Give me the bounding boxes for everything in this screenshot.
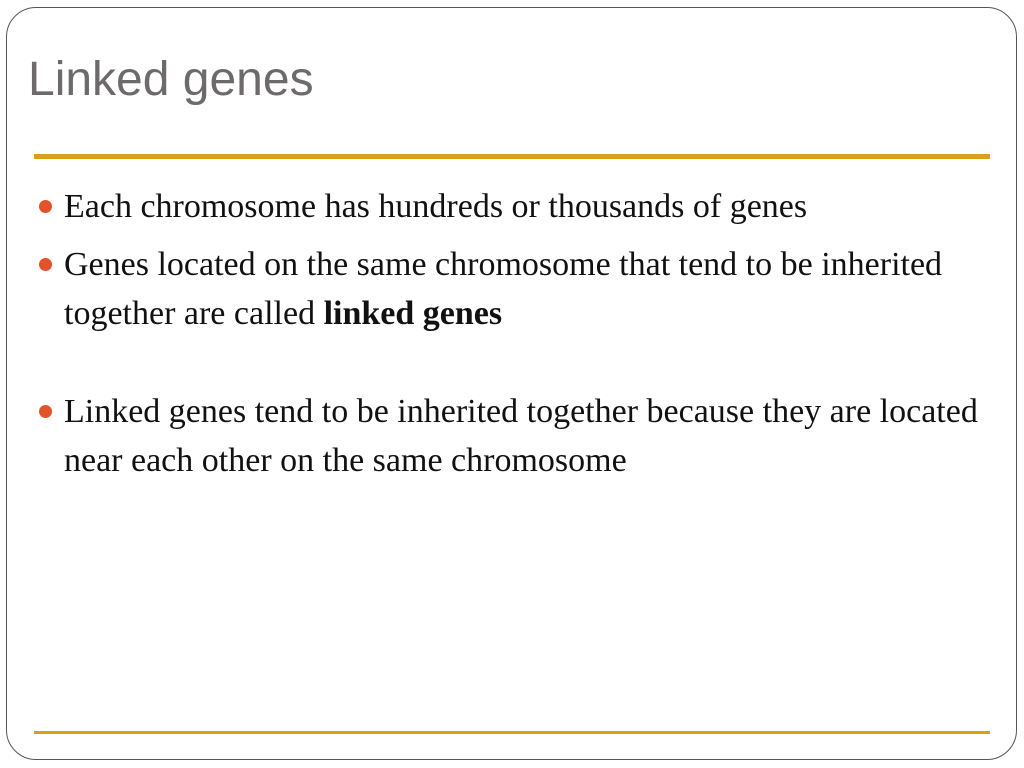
bullet-dot-icon [39, 405, 52, 418]
bullet-item [38, 240, 978, 338]
slide-title: Linked genes [28, 53, 314, 106]
bullet-bold-term: linked genes [323, 295, 503, 332]
bullet-item [38, 387, 978, 485]
title-divider [34, 154, 990, 159]
bullet-text: Each chromosome has hundreds or thousands of genes [64, 188, 808, 225]
bullet-text: Linked genes tend to be inherited together because they are located near each other on the same chromosome [64, 393, 978, 479]
bullet-text: Genes located on the same chromosome that tend to be inherited together are called [64, 246, 943, 332]
bullet-list [38, 182, 978, 485]
bullet-item [38, 182, 978, 231]
bullet-dot-icon [39, 200, 52, 213]
bullet-dot-icon [39, 258, 52, 271]
footer-divider [34, 731, 990, 734]
